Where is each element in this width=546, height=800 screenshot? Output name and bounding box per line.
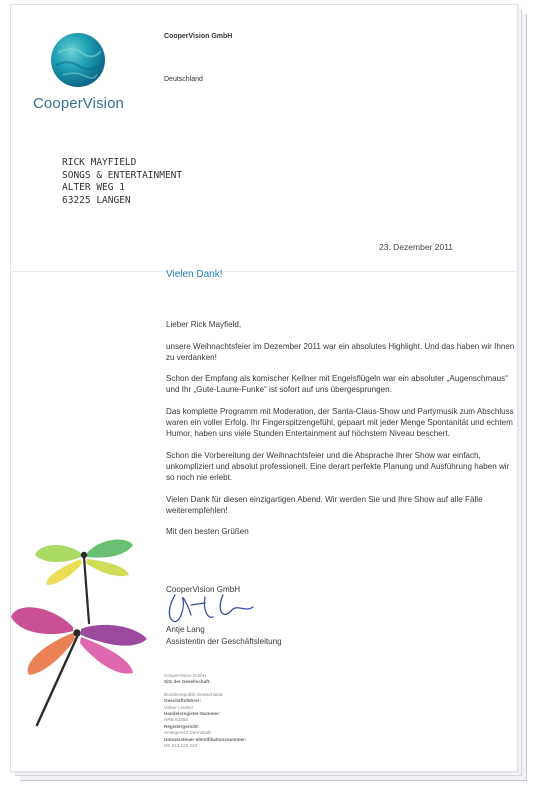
footer-label: Geschäftsführer: [164, 698, 202, 704]
footer-company: CooperVision GmbH [164, 673, 207, 678]
handwritten-signature [161, 587, 271, 629]
letter-page [10, 4, 518, 772]
logo-wordmark: CooperVision [33, 95, 124, 112]
recipient-line: RICK MAYFIELD [62, 157, 137, 168]
footer-md-value: Volker Lindner [164, 704, 194, 710]
body-paragraph: Schon die Vorbereitung der Weihnachtsfeier und die Absprache Ihrer Show war einfach, unkompliziert und absolut professionell. Eine derart perfekte Planung und Ausführung haben wir so noch nie erlebt. [166, 450, 510, 482]
footer-label: Registergericht: [164, 723, 200, 729]
body-paragraph: Das komplette Programm mit Moderation, der Santa-Claus-Show und Partymusik zum Abschluss waren ein voller Erfolg. Ihr Fingerspitzengefühl, gepaart mit jeder Menge Spontanität und echtem Humor, haben uns viele Stunden Entertainment auf höchstem Niveau beschert. [166, 406, 514, 439]
letter-body [166, 319, 516, 548]
footer-vat-value: DE 813 122 224 [164, 743, 198, 749]
body-paragraph: Vielen Dank für diesen einzigartigen Abend. Wir werden Sie und Ihre Show auf alle Fälle weiterempfehlen! [166, 494, 483, 515]
signer-block [166, 624, 282, 647]
letter-heading: Vielen Dank! [166, 269, 223, 280]
recipient-address [62, 157, 182, 207]
footer-label: Umsatzsteuer-Identifikationsnummer: [164, 736, 247, 742]
dragonfly-magenta-icon [7, 591, 157, 731]
body-paragraph: Schon der Empfang als komischer Kellner mit Engelsflügeln war ein absoluter „Augenschmaus“ und Ihr „Gute-Laune-Funke“ ist sofort auf uns übergesprungen. [166, 374, 508, 395]
legal-footer [164, 673, 246, 749]
recipient-line: 63225 LANGEN [62, 194, 131, 206]
footer-court-value: Amtsgericht Darmstadt [164, 730, 211, 736]
fold-line [11, 271, 517, 272]
recipient-line: ALTER WEG 1 [62, 182, 125, 194]
recipient-line: SONGS & ENTERTAINMENT [62, 169, 183, 181]
salutation: Lieber Rick Mayfield, [166, 320, 242, 329]
signature-company: CooperVision GmbH [166, 585, 241, 594]
letter-date: 23. Dezember 2011 [379, 242, 454, 252]
footer-seat-value: Bundesrepublik Deutschland [164, 691, 223, 697]
sender-company-name: CooperVision GmbH [164, 33, 233, 40]
footer-seat-label [164, 679, 246, 685]
signer-name: Antje Lang [166, 625, 205, 634]
sender-country: Deutschland [164, 76, 203, 83]
body-paragraph: unsere Weihnachtsfeier im Dezember 2011 war ein absolutes Highlight. Und das haben wir Ihnen zu verdanken! [166, 341, 515, 362]
footer-label: Sitz der Gesellschaft: [164, 679, 211, 685]
footer-label: Handelsregister-Nummer: [164, 711, 221, 717]
closing: Mit den besten Grüßen [166, 527, 249, 537]
signer-title: Assistentin der Geschäftsleitung [166, 636, 282, 646]
coopervision-logo-icon [49, 31, 107, 89]
footer-register-value: HRB 83358 [164, 717, 188, 723]
